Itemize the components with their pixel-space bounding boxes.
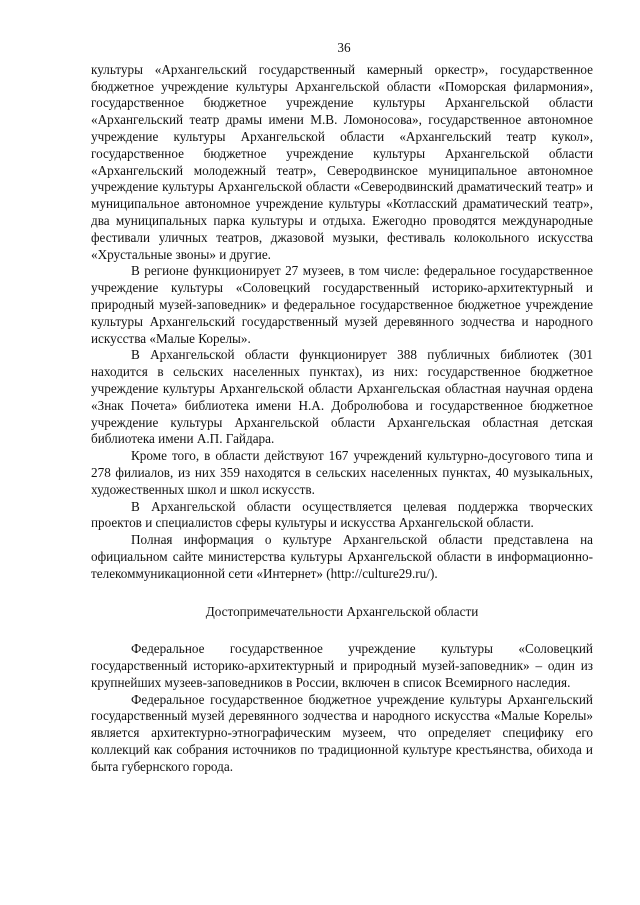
paragraph-support: В Архангельской области осуществляется целевая поддержка творческих проектов и специалистов сферы культуры и искусства Архангельской области.: [91, 498, 593, 531]
paragraph-cultural-institutions: Кроме того, в области действуют 167 учреждений культурно-досугового типа и 278 филиалов, из них 359 находятся в сельских населенных пунктах, 40 музыкальных, художественных школ и школ искусств.: [91, 448, 593, 497]
section-heading: Достопримечательности Архангельской области: [205, 603, 479, 619]
paragraph-solovetsky: Федеральное государственное учреждение культуры «Соловецкий государственный историко-архитектурный и природный музей-заповедник» – один из крупнейших музеев-заповедников в России, включен в список Всемирного наследия.: [91, 641, 593, 690]
paragraph-website: Полная информация о культуре Архангельской области представлена на официальном сайте министерства культуры Архангельской области в информационно-телекоммуникационной сети «Интернет» (http://culture29.ru/).: [91, 532, 593, 581]
page-number: 36: [337, 40, 351, 55]
paragraph-malye-korely: Федеральное государственное бюджетное учреждение культуры Архангельский государственный музей деревянного зодчества и народного искусства «Малые Корелы» является архитектурно-этнографическим музеем, что определяет специфику его коллекций как собрания источников по традиционной культуре крестьянства, обихода и быта губернского города.: [91, 691, 593, 774]
paragraph-theatres-continued: культуры «Архангельский государственный камерный оркестр», государственное бюджетное учреждение культуры Архангельской области «Поморская филармония», государственное бюджетное учреждение культуры Архангельской области «Архангельский театр драмы имени М.В. Ломоносова», государственное автономное учреждение культуры Архангельской области «Архангельский театр кукол», государственное бюджетное учреждение культуры Архангельской области «Архангельский молодежный театр», Северодвинское муниципальное автономное учреждение культуры Архангельской области «Северодвинский драматический театр» и муниципальное автономное учреждение культуры «Котласский драматический театр», два муниципальных парка культуры и отдыха. Ежегодно проводятся международные фестивали уличных театров, джазовой музыки, фестиваль колокольного искусства «Хрустальные звоны» и другие.: [91, 61, 593, 262]
paragraph-libraries: В Архангельской области функционирует 388 публичных библиотек (301 находится в сельских населенных пунктах), из них: государственное бюджетное учреждение культуры Архангельской области Архангельская областная научная ордена «Знак Почета» библиотека имени Н.А. Добролюбова и государственное бюджетное учреждение культуры Архангельской области Архангельская областная детская библиотека имени А.П. Гайдара.: [91, 347, 593, 447]
paragraph-museums: В регионе функционирует 27 музеев, в том числе: федеральное государственное учреждение культуры «Соловецкий государственный историко-архитектурный и природный музей-заповедник» и федеральное государственное бюджетное учреждение культуры Архангельский государственный музей деревянного зодчества и народного искусства «Малые Корелы».: [91, 263, 593, 346]
